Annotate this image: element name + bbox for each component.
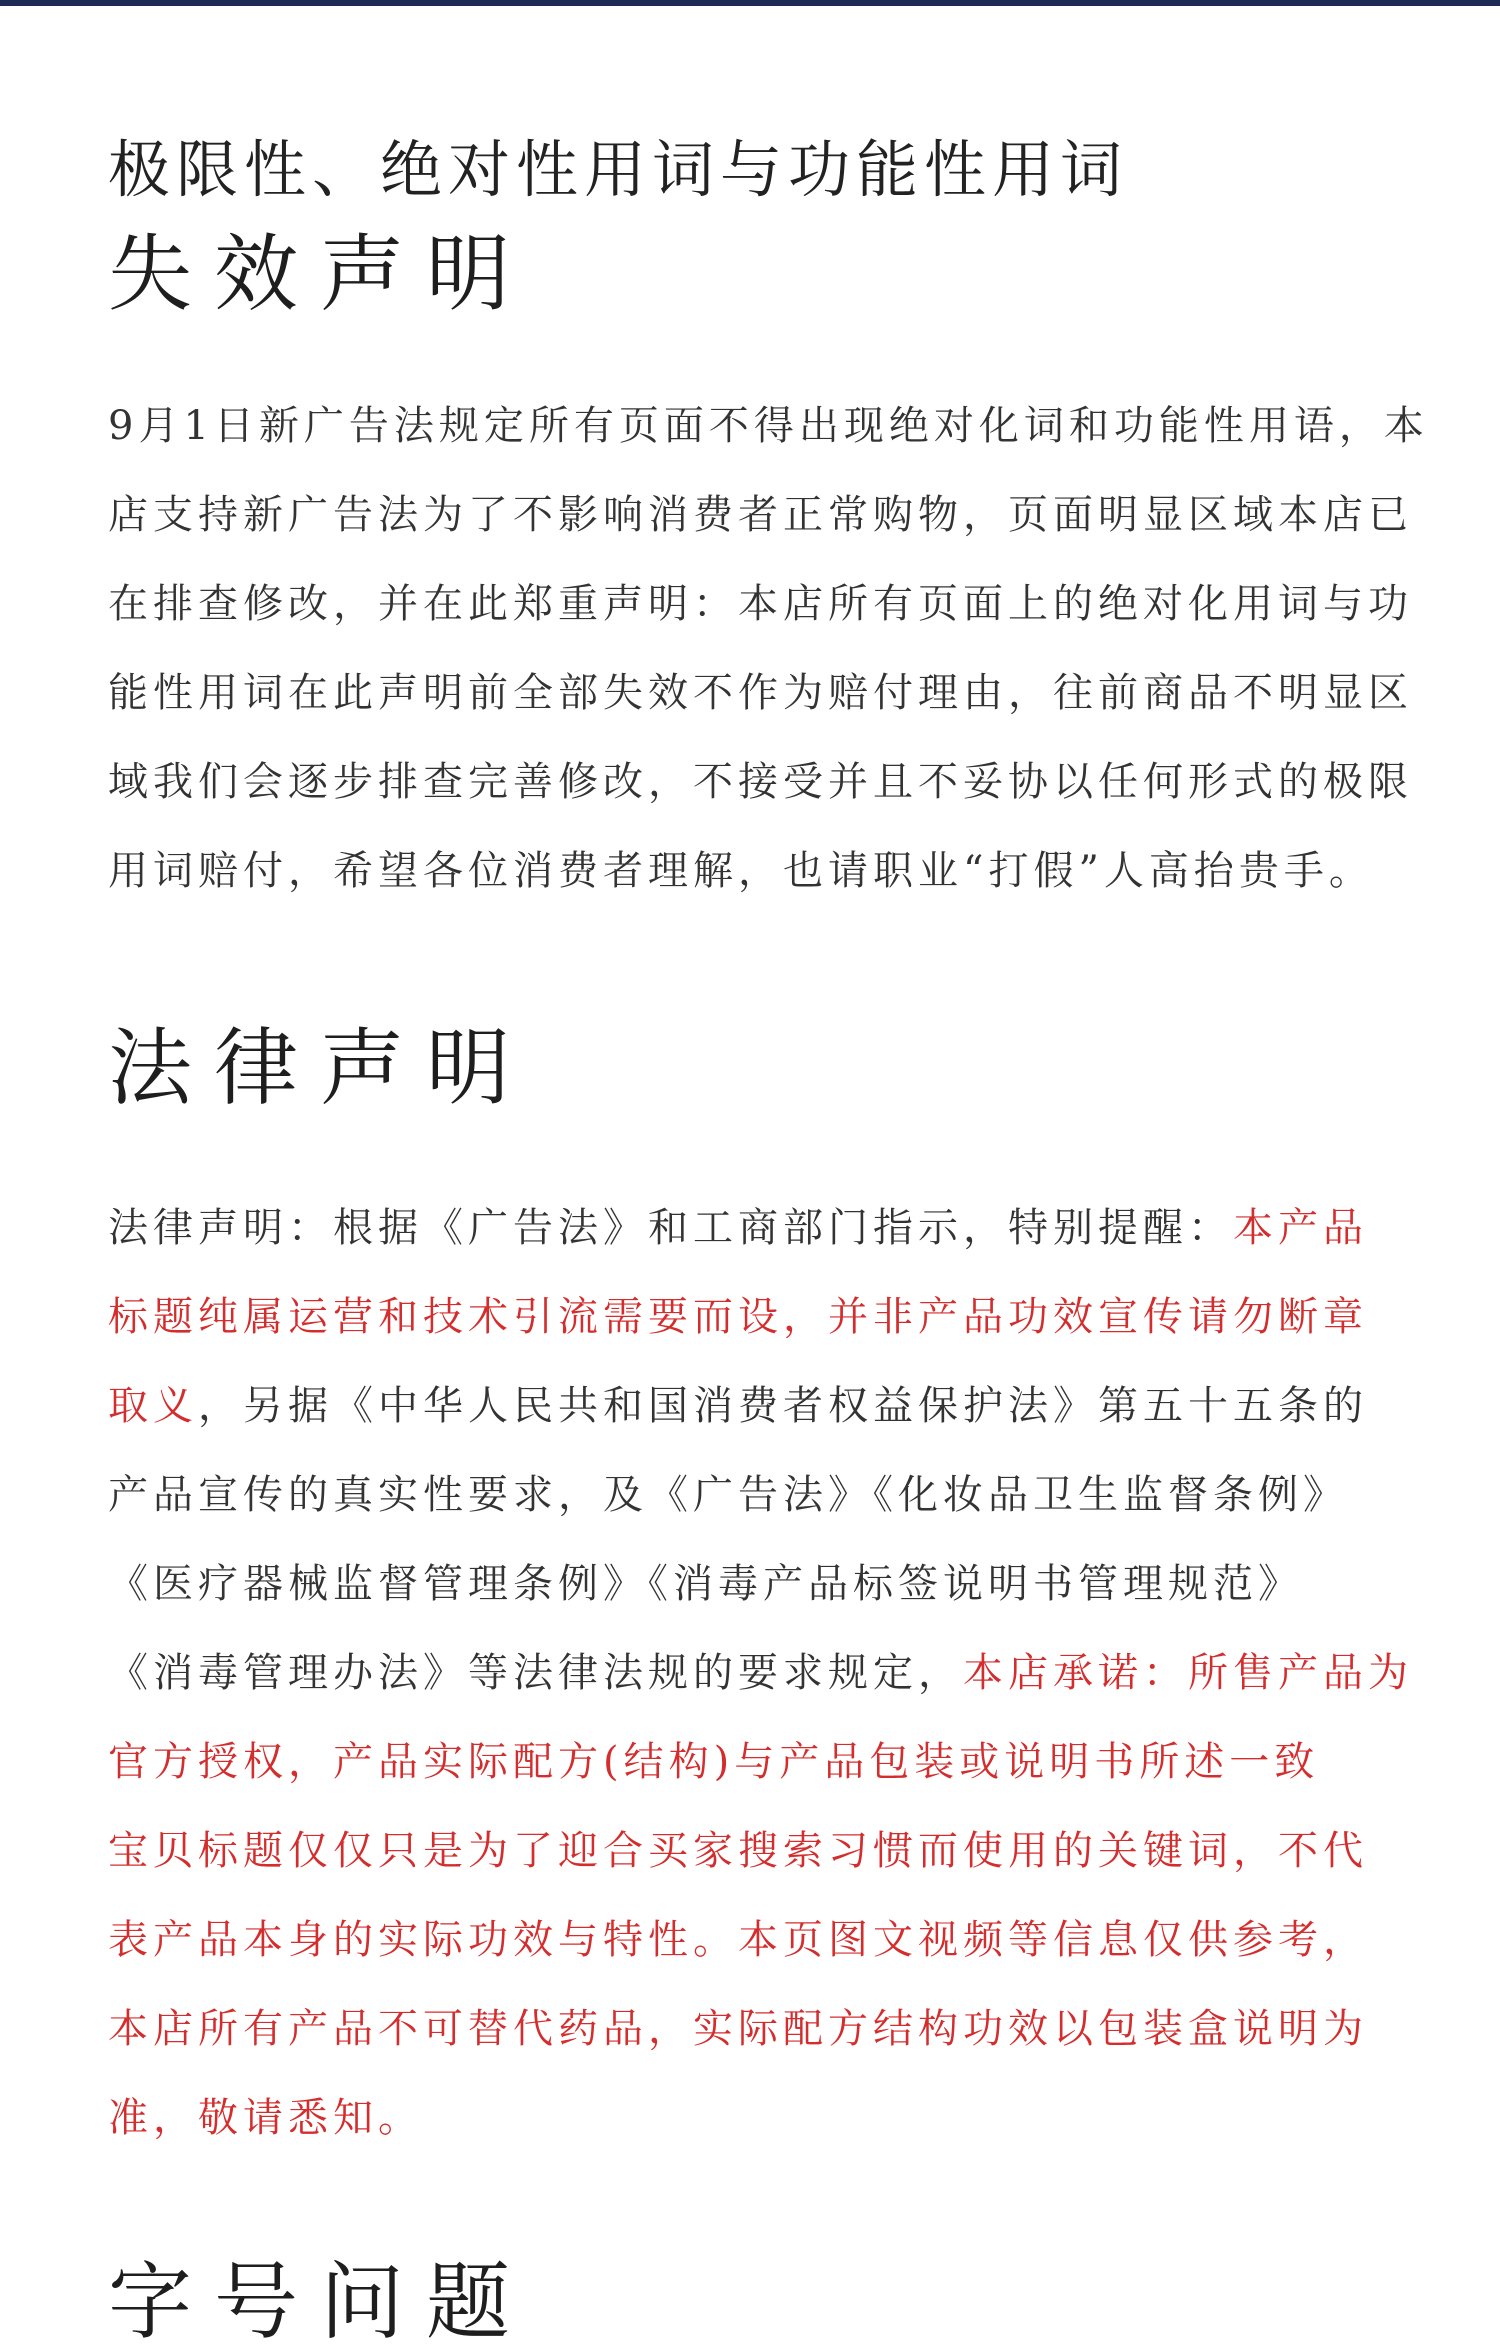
- legal-text: 《医疗器械监督管理条例》《消毒产品标签说明书管理规范》: [108, 1561, 1303, 1607]
- legal-emphasis-text: 本店承诺：所售产品为: [963, 1650, 1413, 1696]
- legal-emphasis-text: 官方授权，产品实际配方(结构)与产品包装或说明书所述一致: [108, 1739, 1320, 1785]
- legal-emphasis-text: 表产品本身的实际功效与特性。本页图文视频等信息仅供参考，: [108, 1917, 1368, 1963]
- legal-emphasis-text: 宝贝标题仅仅只是为了迎合买家搜索习惯而使用的关键词，不代: [108, 1828, 1368, 1874]
- paragraph-line: 店支持新广告法为了不影响消费者正常购物，页面明显区域本店已: [108, 492, 1413, 538]
- legal-paragraph: [108, 1184, 1428, 2163]
- legal-emphasis-text: 取义: [108, 1383, 198, 1429]
- legal-emphasis-text: 标题纯属运营和技术引流需要而设，并非产品功效宣传请勿断章: [108, 1294, 1368, 1340]
- legal-text: ，另据《中华人民共和国消费者权益保护法》第五十五条的: [198, 1383, 1368, 1429]
- paragraph-line: [108, 1184, 1428, 1273]
- paragraph-line: 9月1日新广告法规定所有页面不得出现绝对化词和功能性用语，本: [108, 403, 1429, 449]
- legal-text: 法律声明：根据《广告法》和工商部门指示，特别提醒：: [108, 1205, 1233, 1251]
- disclaimer-paragraph: [108, 382, 1428, 916]
- paragraph-line: [108, 1629, 1428, 1718]
- disclaimer-subtitle: 极限性、绝对性用词与功能性用词: [108, 133, 1129, 206]
- next-section-heading: 字号问题: [108, 2253, 533, 2351]
- legal-emphasis-text: 本店所有产品不可替代药品，实际配方结构功效以包装盒说明为: [108, 2006, 1368, 2052]
- legal-emphasis-text: 本产品: [1233, 1205, 1368, 1251]
- paragraph-line: 域我们会逐步排查完善修改，不接受并且不妥协以任何形式的极限: [108, 759, 1413, 805]
- paragraph-line: [108, 1362, 1428, 1451]
- top-border-strip: [0, 0, 1500, 6]
- paragraph-line: 用词赔付，希望各位消费者理解，也请职业“打假”人高抬贵手。: [108, 848, 1374, 894]
- paragraph-line: 在排查修改，并在此郑重声明：本店所有页面上的绝对化用词与功: [108, 581, 1413, 627]
- legal-text: 产品宣传的真实性要求，及《广告法》《化妆品卫生监督条例》: [108, 1472, 1348, 1518]
- disclaimer-heading: 失效声明: [108, 225, 533, 323]
- legal-text: 《消毒管理办法》等法律法规的要求规定，: [108, 1650, 963, 1696]
- legal-heading: 法律声明: [108, 1019, 533, 1117]
- paragraph-line: 能性用词在此声明前全部失效不作为赔付理由，往前商品不明显区: [108, 670, 1413, 716]
- legal-emphasis-text: 准，敬请悉知。: [108, 2095, 423, 2141]
